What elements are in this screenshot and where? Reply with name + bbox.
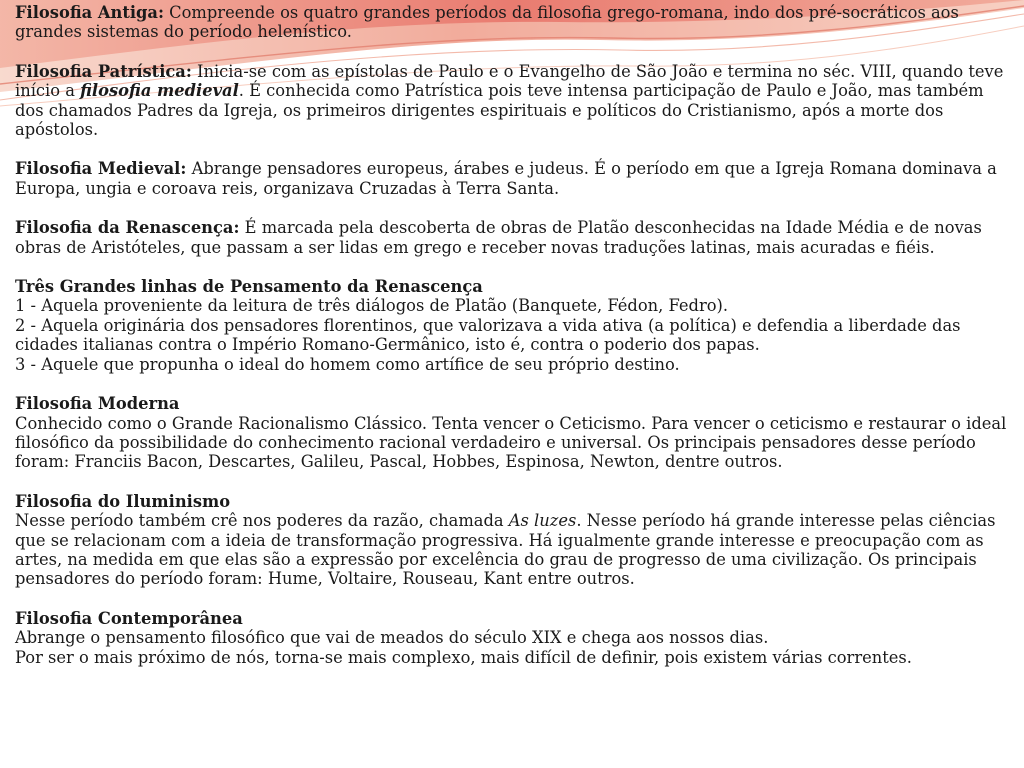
paragraph: [15, 218, 1010, 257]
section-heading: Filosofia Antiga:: [15, 3, 164, 22]
section-filosofia-patristica: [15, 62, 1010, 140]
section-heading: Filosofia da Renascença:: [15, 218, 240, 238]
section-heading: Três Grandes linhas de Pensamento da Renascença: [15, 277, 483, 297]
section-text: Abrange pensadores europeus, árabes e judeus. É o período em que a Igreja Romana dominava a Europa, ungia e coroava reis, organizava Cruzadas à Terra Santa.: [15, 159, 997, 198]
section-heading: Filosofia do Iluminismo: [15, 491, 231, 511]
section-heading: Filosofia Patrística:: [15, 61, 192, 81]
section-filosofia-medieval: [15, 159, 1010, 198]
section-text: Por ser o mais próximo de nós, torna-se mais complexo, mais difícil de definir, pois existem várias correntes.: [15, 647, 912, 667]
section-text: Compreende os quatro grandes períodos da filosofia grego-romana, indo dos pré-socráticos aos grandes sistemas do período helenístico.: [15, 3, 959, 42]
section-text: É marcada pela descoberta de obras de Platão desconhecidas na Idade Média e de novas obras de Aristóteles, que passam a ser lidas em grego e receber novas traduções latinas, mais acuradas e fiéis.: [15, 218, 982, 257]
section-heading: Filosofia Contemporânea: [15, 608, 243, 628]
section-text: Abrange o pensamento filosófico que vai de meados do século XIX e chega aos nossos dias.: [15, 628, 769, 648]
list-item: 2 - Aquela originária dos pensadores florentinos, que valorizava a vida ativa (a política) e defendia a liberdade das cidades italianas contra o Império Romano-Germânico, isto é, contra o poderio dos papas.: [15, 315, 961, 355]
section-text: . É conhecida como Patrística pois teve intensa participação de Paulo e João, mas também dos chamados Padres da Igreja, os primeiros dirigentes espirituais e políticos do Cristianismo, após a morte dos apóstolos.: [15, 81, 984, 140]
paragraph: [15, 3, 1010, 42]
section-text: Nesse período também crê nos poderes da razão, chamada: [15, 511, 509, 531]
section-heading: Filosofia Moderna: [15, 394, 180, 414]
paragraph: [15, 511, 1010, 589]
section-filosofia-antiga: [15, 3, 1010, 42]
slide-content: [15, 3, 1010, 687]
emphasis-text: filosofia medieval: [80, 81, 239, 101]
section-filosofia-contemporanea: [15, 609, 1010, 667]
list-item: 3 - Aquele que propunha o ideal do homem como artífice de seu próprio destino.: [15, 354, 680, 374]
paragraph: [15, 62, 1010, 140]
section-filosofia-renascenca: [15, 218, 1010, 257]
emphasis-text: As luzes: [508, 511, 577, 531]
section-tres-linhas: [15, 277, 1010, 374]
paragraph: [15, 159, 1010, 198]
section-text: Conhecido como o Grande Racionalismo Clássico. Tenta vencer o Ceticismo. Para vencer o ceticismo e restaurar o ideal filosófico da possibilidade do conhecimento racional verdadeiro e universal. Os principais pensadores desse período foram: Franciis Bacon, Descartes, Galileu, Pascal, Hobbes, Espinosa, Newton, dentre outros.: [15, 413, 1007, 472]
section-text: Inicia-se com as epístolas de Paulo e o Evangelho de São João e termina no séc. VIII, quando teve início a: [15, 61, 1004, 101]
list-item: 1 - Aquela proveniente da leitura de três diálogos de Platão (Banquete, Fédon, Fedro).: [15, 296, 729, 316]
section-heading: Filosofia Medieval:: [15, 159, 187, 179]
section-filosofia-iluminismo: [15, 492, 1010, 589]
section-text: . Nesse período há grande interesse pelas ciências que se relacionam com a ideia de transformação progressiva. Há igualmente grande interesse e preocupação com as artes, na medida em que elas são a expressão por excelência do grau de progresso de uma civilização. Os principais pensadores do período foram: Hume, Voltaire, Rouseau, Kant entre outros.: [15, 511, 996, 589]
section-filosofia-moderna: [15, 394, 1010, 472]
